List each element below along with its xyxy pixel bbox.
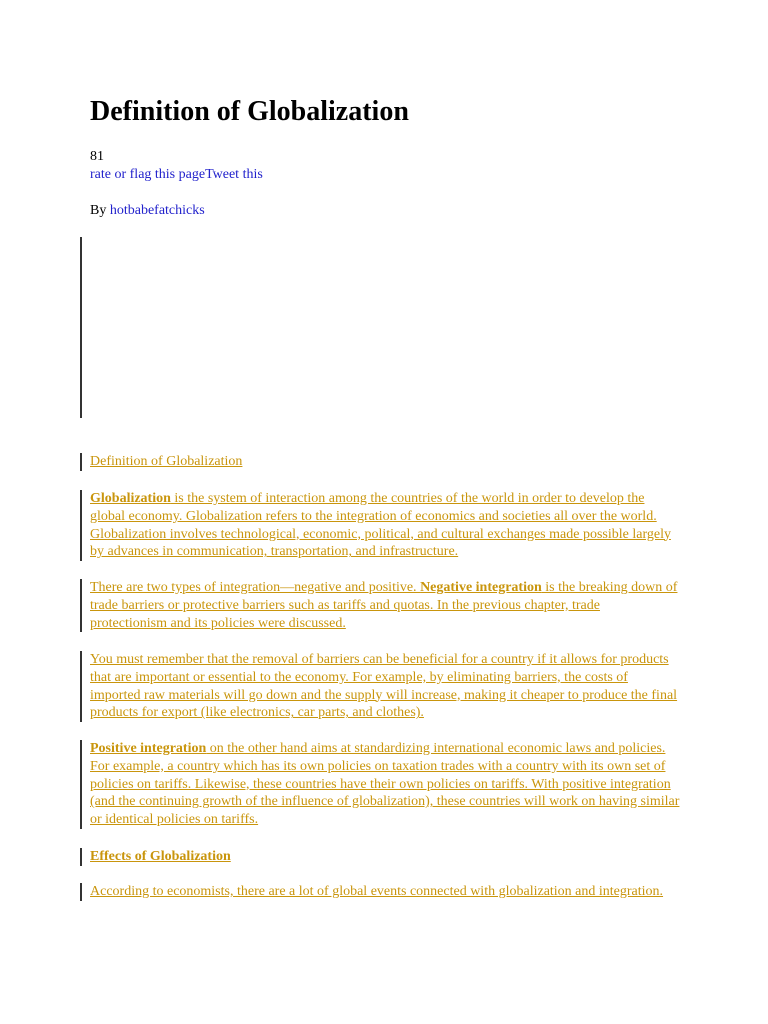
section-heading-effects [80,848,680,866]
paragraph-text: You must remember that the removal of barriers can be beneficial for a country if it allows for products that are important or essential to the economy. For example, by eliminating barriers, the costs of imported raw materials will go down and the supply will increase, making it cheaper to produce the final products for export (like electronics, car parts, and clothes). [90,652,678,721]
paragraph-globalization [80,490,680,561]
term-positive-integration: Positive integration [90,741,207,756]
by-label: By [90,203,110,218]
paragraph-text: is the system of interaction among the countries of the world in order to develop the global economy. Globalization refers to the integration of economics and societies all over the world. Globalization involves technological, economic, political, and cultural exchanges made possible largely by advances in communication, transportation, and infrastructure. [90,491,671,560]
author-link[interactable]: hotbabefatchicks [109,203,205,218]
paragraph-effects [80,883,680,901]
page-title: Definition of Globalization [90,96,409,127]
paragraph-integration-types [80,579,680,632]
term-negative-integration: Negative integration [420,580,542,595]
share-links [90,167,263,183]
paragraph-text: is the breaking down of trade barriers or protective barriers such as tariffs and quotas. In the previous chapter, trade protectionism and its policies were discussed. [90,580,678,631]
paragraph-barriers [80,651,680,722]
paragraph-text: on the other hand aims at standardizing international economic laws and policies. For example, a country which has its own policies on taxation trades with a country with its own set of policies on tariffs. Likewise, these countries have their own policies on tariffs. With positive integration (and the continuing growth of the influence of globalization), these countries will work on having similar or identical policies on tariffs. [90,741,680,828]
section-heading-definition [80,453,680,471]
paragraph-positive-integration [80,740,680,829]
paragraph-text: There are two types of integration—negative and positive. [90,580,421,595]
embed-placeholder [80,237,82,418]
heading-definition-text: Definition of Globalization [90,454,243,469]
term-globalization: Globalization [90,491,171,506]
tweet-link[interactable]: Tweet this [205,167,263,182]
paragraph-text: According to economists, there are a lot of global events connected with globalization and integration. [90,884,664,899]
heading-effects-text: Effects of Globalization [90,849,231,864]
rate-or-flag-link[interactable]: rate or flag this page [90,167,206,182]
rating-count: 81 [90,149,104,164]
byline [90,203,205,219]
